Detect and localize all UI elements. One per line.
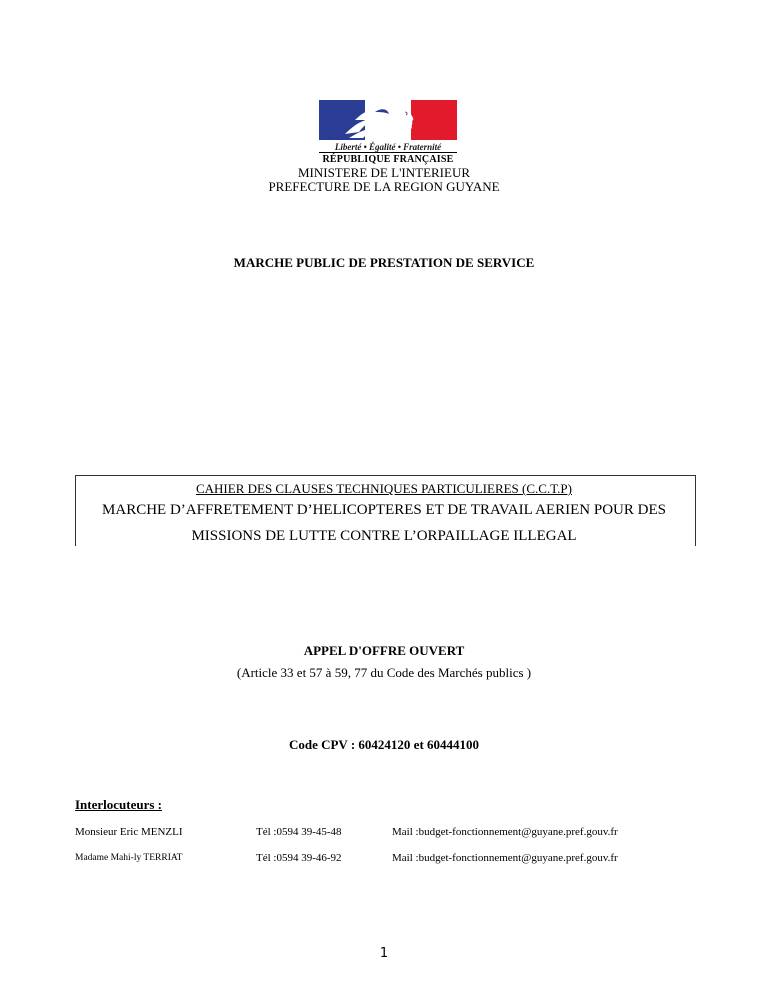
cpv-code: Code CPV : 60424120 et 60444100 bbox=[288, 737, 480, 752]
contact-email: Mail :budget-fonctionnement@guyane.pref.gouv.fr bbox=[392, 852, 618, 864]
contact-email: Mail :budget-fonctionnement@guyane.pref.gouv.fr bbox=[392, 826, 618, 838]
interlocuteurs-label: Interlocuteurs : bbox=[75, 797, 163, 812]
appel-offre-heading: APPEL D'OFFRE OUVERT bbox=[303, 643, 465, 658]
contact-phone: Tél :0594 39-45-48 bbox=[256, 826, 342, 838]
republique-francaise-logo bbox=[319, 100, 457, 167]
marianne-icon bbox=[319, 100, 457, 140]
contact-name: Madame Mahi-ly TERRIAT bbox=[75, 853, 183, 863]
logo-divider bbox=[319, 152, 457, 153]
prefecture-heading: PREFECTURE DE LA REGION GUYANE bbox=[268, 179, 500, 194]
marche-description-line-1: MARCHE D’AFFRETEMENT D’HELICOPTERES ET DE TRAVAIL AERIEN POUR DES bbox=[102, 502, 666, 518]
logo-motto: Liberté • Égalité • Fraternité bbox=[334, 142, 442, 152]
article-reference: (Article 33 et 57 à 59, 77 du Code des Marchés publics ) bbox=[236, 665, 532, 680]
marche-title: MARCHE PUBLIC DE PRESTATION DE SERVICE bbox=[233, 255, 535, 270]
marche-description-line-2: MISSIONS DE LUTTE CONTRE L’ORPAILLAGE ILLEGAL bbox=[191, 528, 577, 544]
page-number: 1 bbox=[379, 946, 389, 961]
ministere-heading: MINISTERE DE L'INTERIEUR bbox=[297, 165, 471, 180]
logo-republique: RÉPUBLIQUE FRANÇAISE bbox=[322, 154, 454, 165]
contact-name: Monsieur Eric MENZLI bbox=[75, 826, 183, 838]
cctp-heading: CAHIER DES CLAUSES TECHNIQUES PARTICULIERES (C.C.T.P) bbox=[195, 481, 572, 496]
contact-phone: Tél :0594 39-46-92 bbox=[256, 852, 342, 864]
